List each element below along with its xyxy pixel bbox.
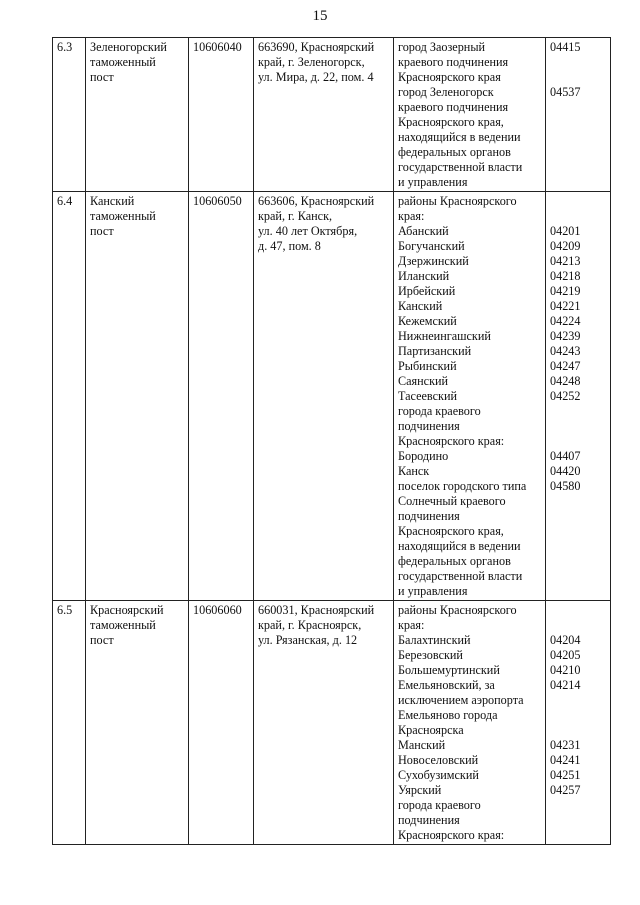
post-name-line: Канский	[90, 194, 135, 208]
oktmo-code	[550, 569, 606, 584]
address-line: 660031, Красноярский	[258, 603, 375, 617]
address-cell	[254, 38, 394, 192]
oktmo-code: 04420	[550, 464, 581, 478]
oktmo-code: 04219	[550, 284, 581, 298]
address-line: край, г. Зеленогорск,	[258, 55, 365, 69]
address-line: д. 47, пом. 8	[258, 239, 321, 253]
territory-line: подчинения	[398, 509, 460, 523]
territory-cell	[394, 38, 546, 192]
oktmo-code	[550, 584, 606, 599]
oktmo-code: 04257	[550, 783, 581, 797]
address-line: ул. Рязанская, д. 12	[258, 633, 358, 647]
territory-line: Солнечный краевого	[398, 494, 506, 508]
territory-line: Емельяново города	[398, 708, 498, 722]
oktmo-code: 04213	[550, 254, 581, 268]
oktmo-code	[550, 55, 606, 70]
territory-line: Большемуртинский	[398, 663, 500, 677]
oktmo-code: 04218	[550, 269, 581, 283]
oktmo-cell	[546, 38, 611, 192]
address-line: ул. Мира, д. 22, пом. 4	[258, 70, 374, 84]
territory-line: краевого подчинения	[398, 100, 509, 114]
post-code-cell	[189, 192, 254, 601]
address-line: 663690, Красноярский	[258, 40, 375, 54]
oktmo-code: 04537	[550, 85, 581, 99]
row-number: 6.4	[57, 194, 73, 208]
territory-line: поселок городского типа	[398, 479, 527, 493]
territory-line: Ирбейский	[398, 284, 456, 298]
territory-line: подчинения	[398, 813, 460, 827]
territory-line: Рыбинский	[398, 359, 457, 373]
territory-line: город Зеленогорск	[398, 85, 494, 99]
oktmo-code	[550, 603, 606, 618]
territory-line: Партизанский	[398, 344, 472, 358]
territory-line: Красноярска	[398, 723, 464, 737]
oktmo-cell	[546, 192, 611, 601]
territory-line: и управления	[398, 175, 468, 189]
oktmo-code	[550, 708, 606, 723]
territory-line: города краевого	[398, 404, 481, 418]
oktmo-code	[550, 404, 606, 419]
oktmo-code: 04204	[550, 633, 581, 647]
territory-line: Сухобузимский	[398, 768, 479, 782]
territory-line: город Заозерный	[398, 40, 486, 54]
territory-line: и управления	[398, 584, 468, 598]
oktmo-code	[550, 554, 606, 569]
oktmo-code: 04243	[550, 344, 581, 358]
oktmo-code: 04252	[550, 389, 581, 403]
territory-line: Красноярского края,	[398, 524, 504, 538]
oktmo-code: 04231	[550, 738, 581, 752]
territory-line: государственной власти	[398, 569, 523, 583]
oktmo-code	[550, 100, 606, 115]
territory-line: Уярский	[398, 783, 442, 797]
table-row	[53, 601, 611, 845]
oktmo-code: 04407	[550, 449, 581, 463]
oktmo-code	[550, 618, 606, 633]
territory-line: федеральных органов	[398, 554, 511, 568]
oktmo-code	[550, 828, 606, 843]
oktmo-code	[550, 539, 606, 554]
post-code: 10606050	[193, 194, 242, 208]
post-code: 10606040	[193, 40, 242, 54]
row-number-cell	[53, 38, 86, 192]
row-number: 6.3	[57, 40, 73, 54]
oktmo-code: 04205	[550, 648, 581, 662]
table-body	[53, 38, 611, 845]
oktmo-code: 04580	[550, 479, 581, 493]
territory-line: Богучанский	[398, 239, 465, 253]
oktmo-code: 04247	[550, 359, 581, 373]
oktmo-code: 04239	[550, 329, 581, 343]
oktmo-code	[550, 209, 606, 224]
post-name-cell	[86, 38, 189, 192]
oktmo-code: 04221	[550, 299, 581, 313]
oktmo-code	[550, 813, 606, 828]
post-name-line: Зеленогорский	[90, 40, 167, 54]
address-line: 663606, Красноярский	[258, 194, 375, 208]
territory-line: Балахтинский	[398, 633, 471, 647]
oktmo-code: 04415	[550, 40, 581, 54]
territory-line: Бородино	[398, 449, 449, 463]
territory-line: подчинения	[398, 419, 460, 433]
oktmo-cell	[546, 601, 611, 845]
oktmo-code	[550, 509, 606, 524]
oktmo-code	[550, 175, 606, 190]
territory-line: Тасеевский	[398, 389, 457, 403]
table-row	[53, 192, 611, 601]
oktmo-code: 04224	[550, 314, 581, 328]
territory-line: Иланский	[398, 269, 450, 283]
oktmo-code: 04209	[550, 239, 581, 253]
oktmo-code	[550, 723, 606, 738]
territory-line: районы Красноярского	[398, 194, 517, 208]
territory-line: находящийся в ведении	[398, 130, 521, 144]
page-number: 15	[312, 8, 328, 24]
oktmo-code	[550, 115, 606, 130]
territory-line: федеральных органов	[398, 145, 511, 159]
territory-line: Красноярского края:	[398, 434, 505, 448]
territory-line: Саянский	[398, 374, 449, 388]
territory-line: районы Красноярского	[398, 603, 517, 617]
territory-line: Кежемский	[398, 314, 457, 328]
territory-line: государственной власти	[398, 160, 523, 174]
row-number-cell	[53, 192, 86, 601]
territory-line: исключением аэропорта	[398, 693, 524, 707]
post-name-cell	[86, 601, 189, 845]
post-name-line: таможенный	[90, 55, 156, 69]
territory-line: краевого подчинения	[398, 55, 509, 69]
oktmo-code: 04201	[550, 224, 581, 238]
row-number-cell	[53, 601, 86, 845]
territory-line: города краевого	[398, 798, 481, 812]
oktmo-code	[550, 70, 606, 85]
territory-line: Красноярского края,	[398, 115, 504, 129]
territory-line: Нижнеингашский	[398, 329, 491, 343]
post-name-cell	[86, 192, 189, 601]
address-cell	[254, 601, 394, 845]
territory-line: находящийся в ведении	[398, 539, 521, 553]
territory-line: края:	[398, 618, 425, 632]
oktmo-code	[550, 130, 606, 145]
territory-line: Абанский	[398, 224, 449, 238]
territory-line: Красноярского края:	[398, 828, 505, 842]
address-line: ул. 40 лет Октября,	[258, 224, 358, 238]
oktmo-code	[550, 524, 606, 539]
post-code-cell	[189, 601, 254, 845]
table-row	[53, 38, 611, 192]
oktmo-code	[550, 798, 606, 813]
oktmo-code	[550, 194, 606, 209]
oktmo-code	[550, 494, 606, 509]
territory-cell	[394, 192, 546, 601]
post-name-line: пост	[90, 224, 114, 238]
territory-line: Манский	[398, 738, 446, 752]
oktmo-code	[550, 693, 606, 708]
territory-line: Емельяновский, за	[398, 678, 495, 692]
territory-cell	[394, 601, 546, 845]
post-name-line: пост	[90, 633, 114, 647]
address-line: край, г. Красноярск,	[258, 618, 362, 632]
oktmo-code: 04214	[550, 678, 581, 692]
post-name-line: таможенный	[90, 209, 156, 223]
customs-posts-table	[52, 37, 611, 845]
territory-line: края:	[398, 209, 425, 223]
post-code: 10606060	[193, 603, 242, 617]
row-number: 6.5	[57, 603, 73, 617]
oktmo-code	[550, 160, 606, 175]
territory-line: Красноярского края	[398, 70, 501, 84]
post-name-line: пост	[90, 70, 114, 84]
address-cell	[254, 192, 394, 601]
territory-line: Дзержинский	[398, 254, 469, 268]
oktmo-code: 04248	[550, 374, 581, 388]
oktmo-code	[550, 434, 606, 449]
oktmo-code: 04251	[550, 768, 581, 782]
territory-line: Канский	[398, 299, 443, 313]
oktmo-code	[550, 419, 606, 434]
territory-line: Канск	[398, 464, 430, 478]
oktmo-code	[550, 145, 606, 160]
post-name-line: Красноярский	[90, 603, 164, 617]
address-line: край, г. Канск,	[258, 209, 333, 223]
territory-line: Березовский	[398, 648, 463, 662]
post-code-cell	[189, 38, 254, 192]
post-name-line: таможенный	[90, 618, 156, 632]
oktmo-code: 04241	[550, 753, 581, 767]
oktmo-code: 04210	[550, 663, 581, 677]
territory-line: Новоселовский	[398, 753, 479, 767]
